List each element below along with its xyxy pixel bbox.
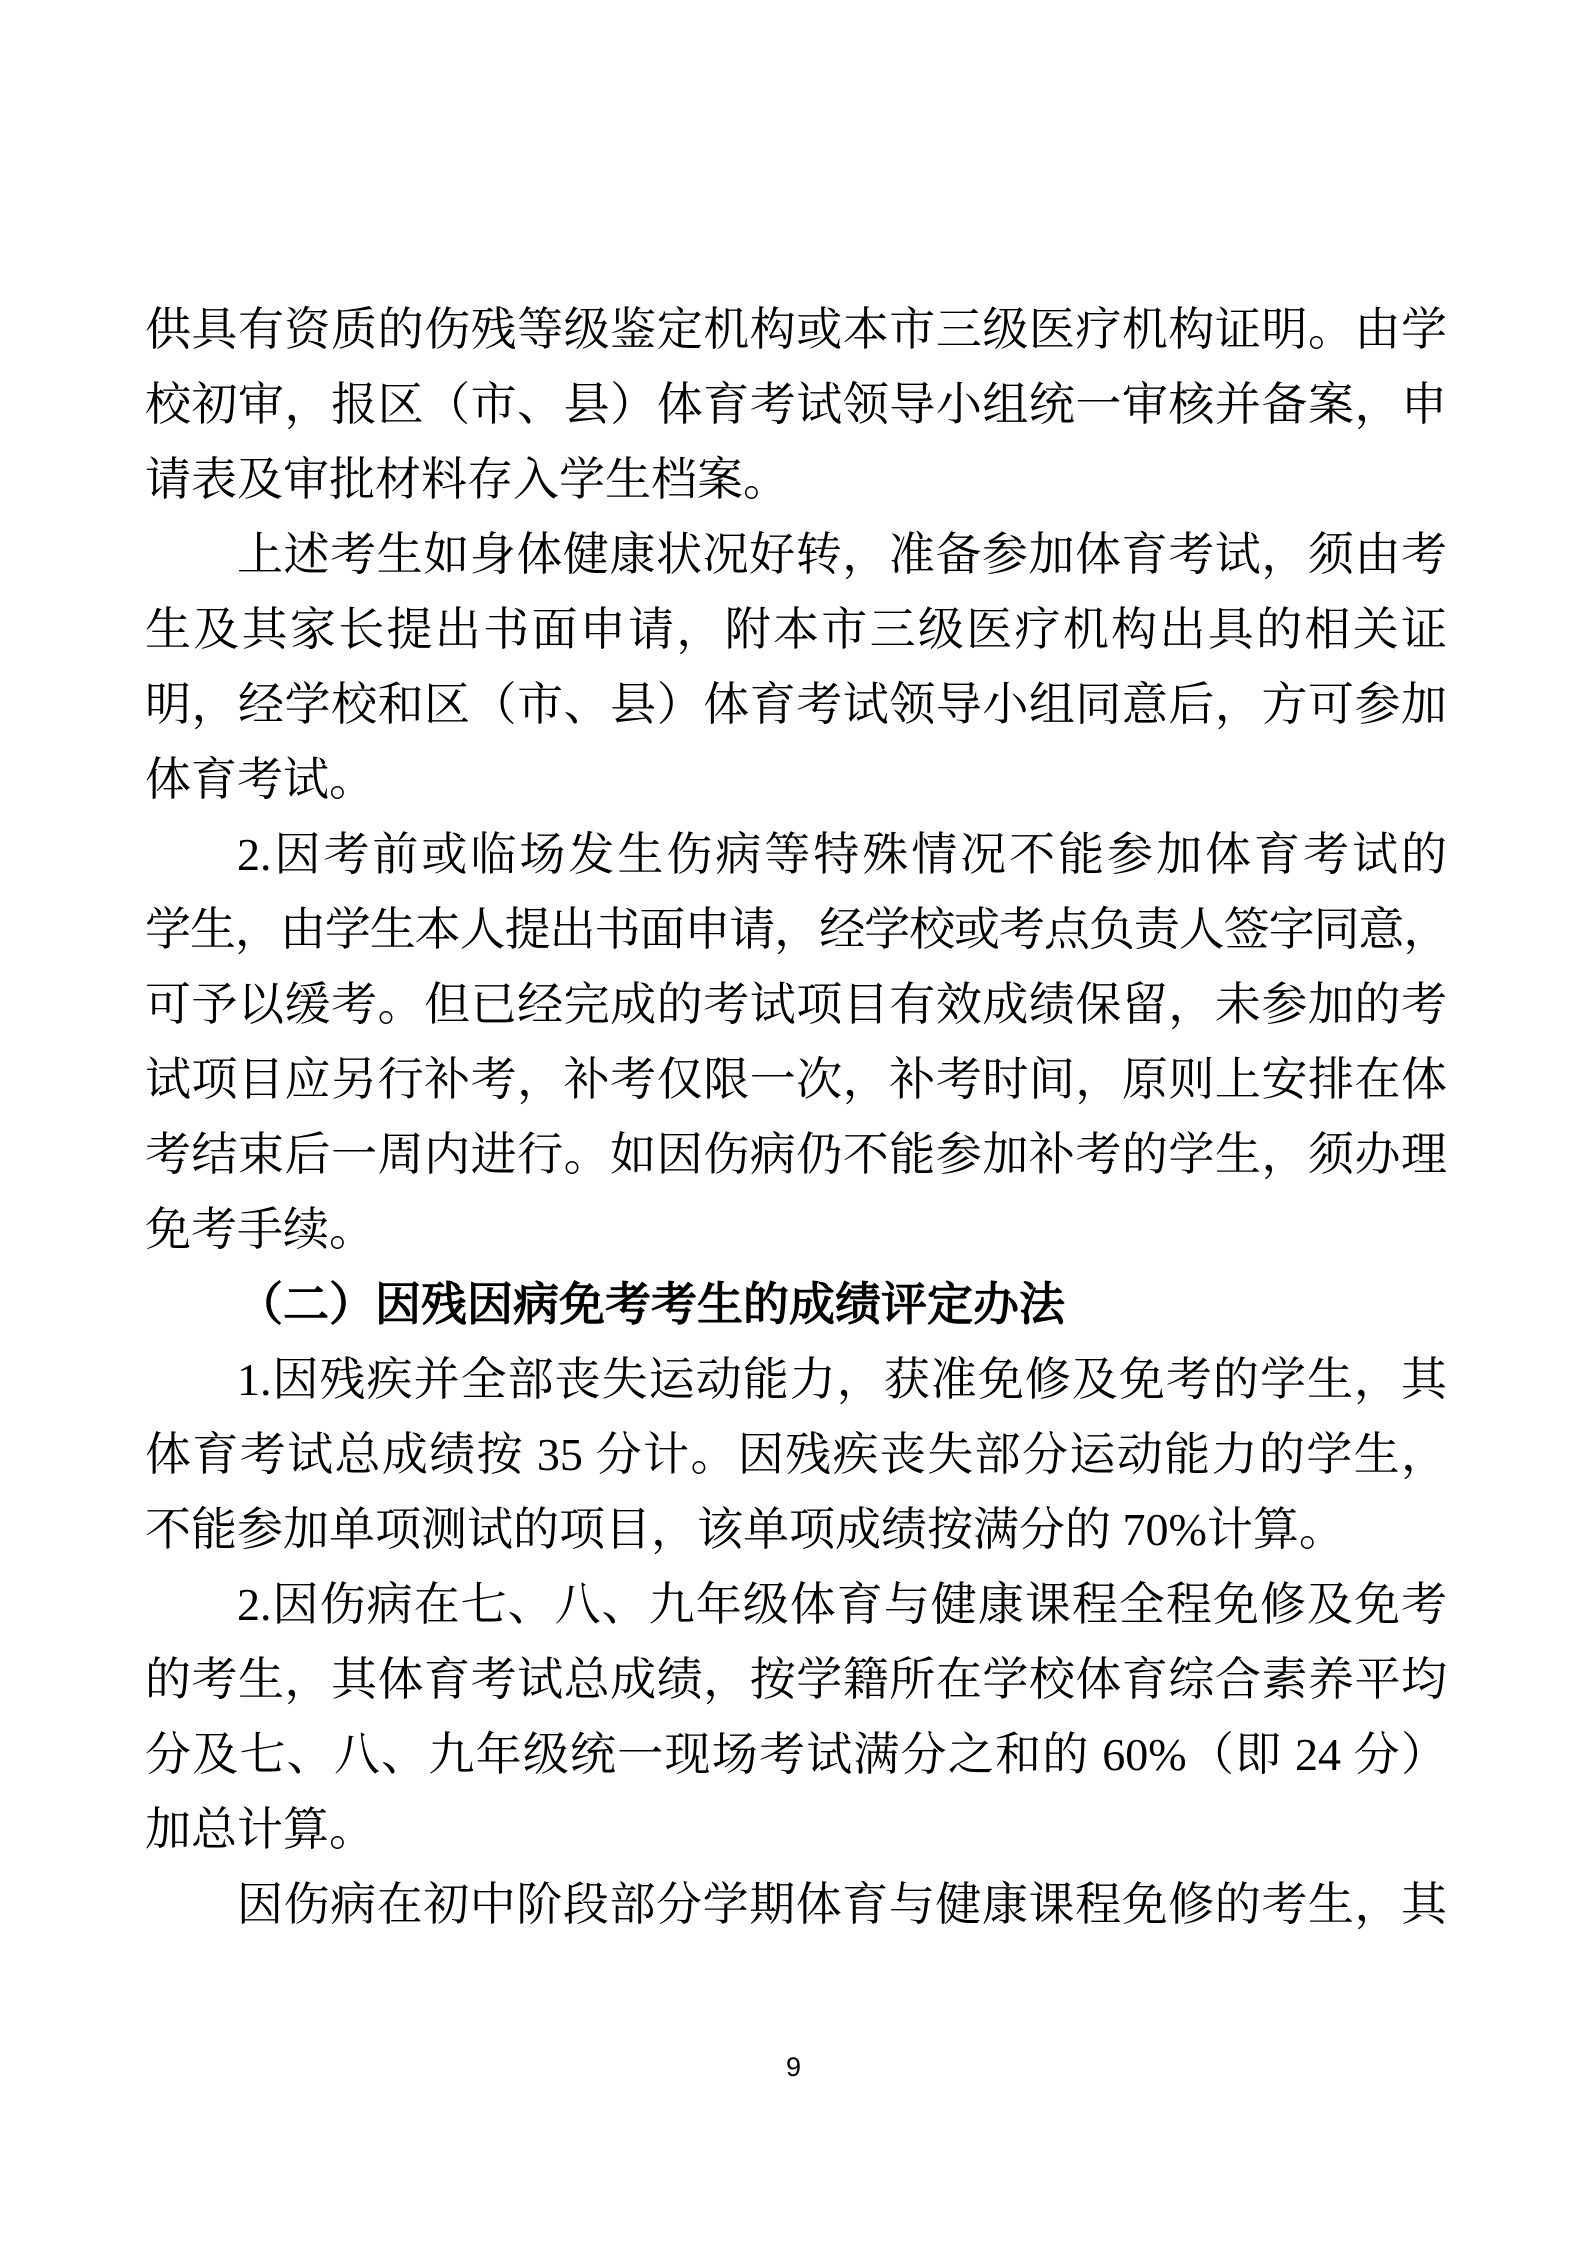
text-line: 考结束后一周内进行。如因伤病仍不能参加补考的学生，须办理 [145, 1129, 1447, 1180]
text-line: 校初审，报区（市、县）体育考试领导小组统一审核并备案，申 [145, 379, 1447, 430]
text-line: 1.因残疾并全部丧失运动能力，获准免修及免考的学生，其 [237, 1354, 1447, 1405]
text-line: 供具有资质的伤残等级鉴定机构或本市三级医疗机构证明。由学 [145, 304, 1447, 355]
text-line: 上述考生如身体健康状况好转，准备参加体育考试，须由考 [237, 529, 1447, 580]
text-line: 不能参加单项测试的项目，该单项成绩按满分的 70%计算。 [145, 1504, 1345, 1555]
text-line: 加总计算。 [145, 1804, 375, 1855]
text-line: 请表及审批材料存入学生档案。 [145, 454, 789, 505]
text-line: 试项目应另行补考，补考仅限一次，补考时间，原则上安排在体 [145, 1054, 1447, 1105]
text-line: 2.因伤病在七、八、九年级体育与健康课程全程免修及免考 [237, 1579, 1447, 1630]
text-line: 明，经学校和区（市、县）体育考试领导小组同意后，方可参加 [145, 679, 1447, 730]
text-line: 体育考试。 [145, 754, 375, 805]
text-line: 2.因考前或临场发生伤病等特殊情况不能参加体育考试的 [237, 829, 1447, 880]
section-heading: （二）因残因病免考考生的成绩评定办法 [237, 1279, 1065, 1330]
text-line: 免考手续。 [145, 1204, 375, 1255]
text-line: 体育考试总成绩按 35 分计。因残疾丧失部分运动能力的学生， [145, 1429, 1447, 1480]
text-line: 因伤病在初中阶段部分学期体育与健康课程免修的考生，其 [237, 1879, 1447, 1930]
page-number: 9 [785, 2052, 802, 2082]
text-line: 分及七、八、九年级统一现场考试满分之和的 60%（即 24 分） [145, 1729, 1447, 1780]
text-line: 学生，由学生本人提出书面申请，经学校或考点负责人签字同意， [145, 904, 1447, 955]
text-line: 可予以缓考。但已经完成的考试项目有效成绩保留，未参加的考 [145, 979, 1447, 1030]
document-body [145, 292, 1447, 1942]
text-line: 的考生，其体育考试总成绩，按学籍所在学校体育综合素养平均 [145, 1654, 1447, 1705]
text-line: 生及其家长提出书面申请，附本市三级医疗机构出具的相关证 [145, 604, 1447, 655]
